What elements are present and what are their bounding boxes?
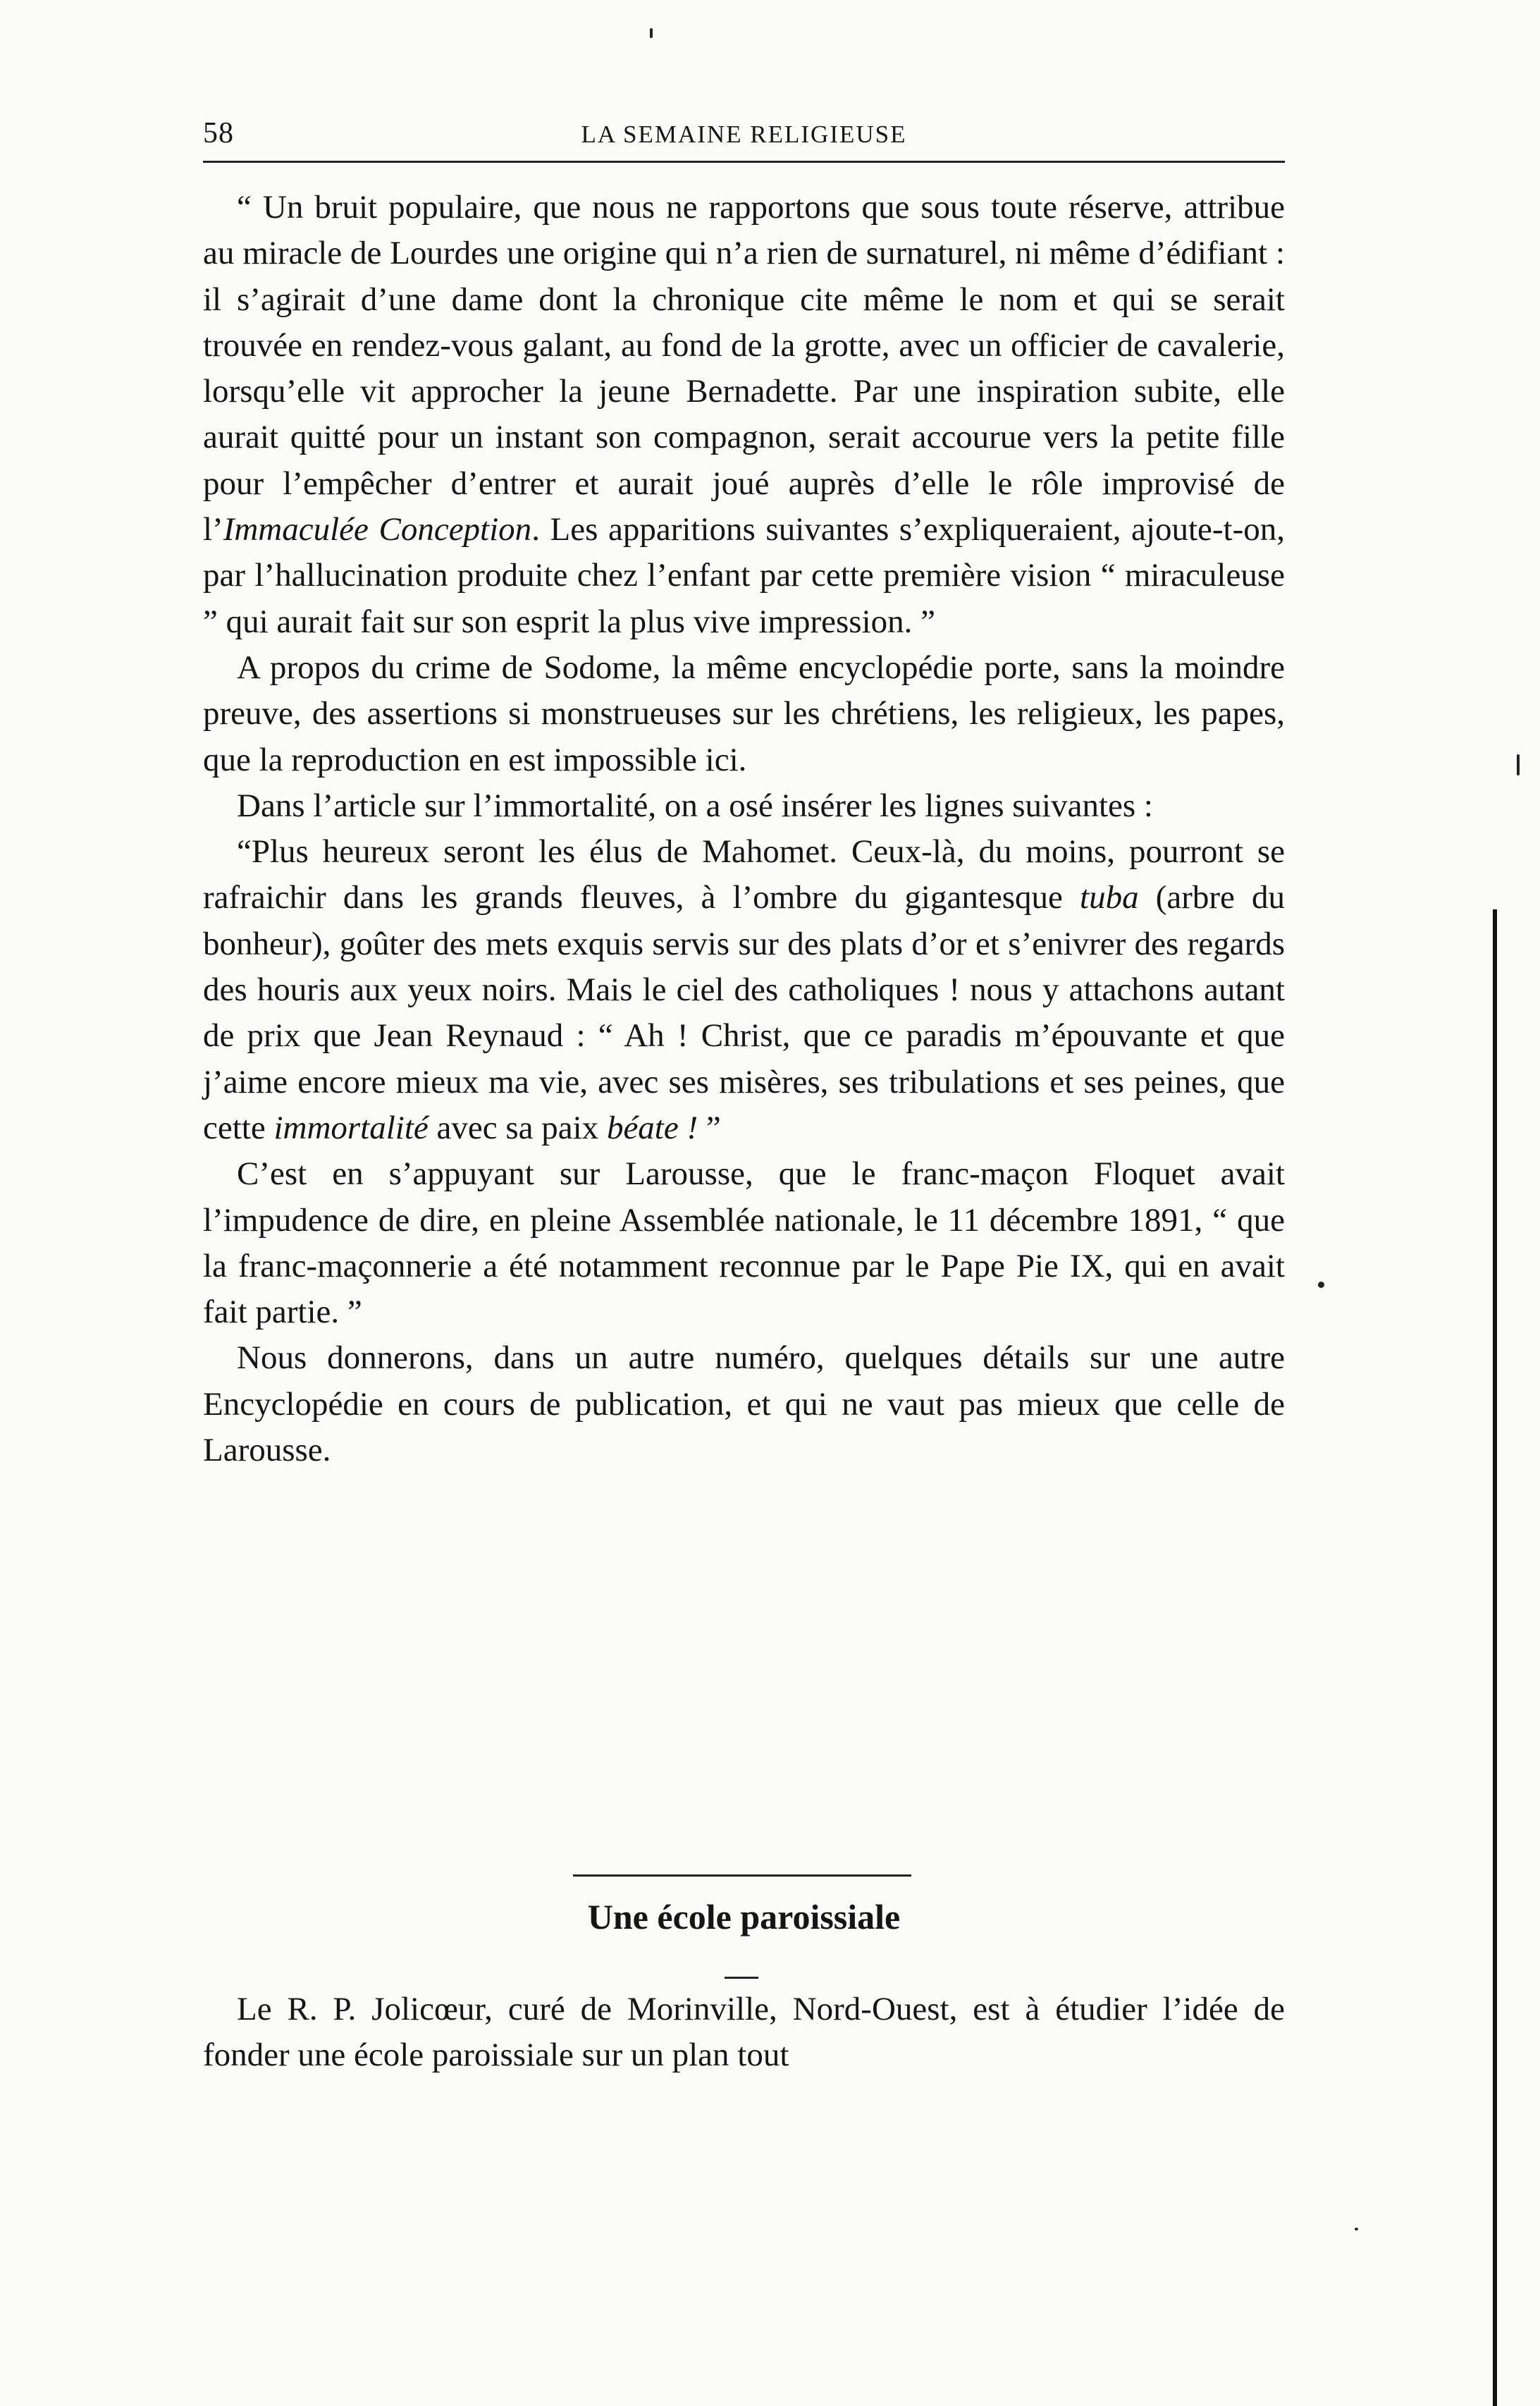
scan-speck — [1318, 1282, 1324, 1288]
paragraph-quote-lourdes — [203, 185, 1285, 645]
running-head — [203, 116, 1285, 152]
paragraph-mahomet-quote — [203, 829, 1285, 1151]
section-divider — [573, 1874, 911, 1877]
scan-margin-edge — [1493, 909, 1497, 2406]
text-run: (arbre du bonheur), goûter des mets exquis servis sur des plats d’or et s’enivrer des regards des houris aux yeux noirs. Mais le ciel des catholiques ! nous y attachons autant de prix que Jean Reynaud : “ Ah ! Christ, que ce paradis m’épouvante et que j’aime encore mieux ma vie, avec ses misères, ses tribulations et ses peines, que cette — [203, 879, 1285, 1146]
section-title: Une école paroissiale — [587, 1897, 901, 1937]
italic-word: tuba — [1080, 879, 1139, 916]
scan-speck — [1517, 754, 1520, 775]
paragraph-sodome: A propos du crime de Sodome, la même encyclopédie porte, sans la moindre preuve, des assertions si monstrueuses sur les chrétiens, les religieux, les papes, que la reproduction en est impossible ici. — [203, 649, 1285, 778]
text-run: “Plus heureux seront les élus de Mahomet. Ceux-là, du moins, pourront se rafraichir dans les grands fleuves, à l’ombre du gigantesque — [203, 833, 1285, 916]
article-body — [203, 185, 1285, 1473]
scan-speck — [1355, 2228, 1358, 2230]
text-run: avec sa paix — [428, 1109, 607, 1146]
paragraph-immortalite-intro: Dans l’article sur l’immortalité, on a osé insérer les lignes suivantes : — [237, 787, 1153, 824]
italic-word: immortalité — [273, 1109, 429, 1146]
running-title: LA SEMAINE RELIGIEUSE — [581, 121, 907, 148]
paragraph-ecole: Le R. P. Jolicœur, curé de Morinville, Nord-Ouest, est à étudier l’idée de fonder une école paroissiale sur un plan tout — [203, 1991, 1285, 2074]
section-body — [203, 1987, 1285, 2079]
text-run: “ Un bruit populaire, que nous ne rapportons que sous toute réserve, attribue au miracle de Lourdes une origine qui n’a rien de surnaturel, ni même d’édifiant : il s’agirait d’une dame dont la chronique cite même le nom et qui se serait trouvée en rendez-vous galant, au fond de la grotte, avec un officier de cavalerie, lorsqu’elle vit approcher la jeune Bernadette. Par une inspiration subite, elle aurait quitté pour un instant son compagnon, serait accourue vers la petite fille pour l’empêcher d’entrer et aurait joué auprès d’elle le rôle improvisé de l’ — [203, 189, 1285, 548]
scan-speck — [650, 28, 653, 38]
text-run: . Les apparitions suivantes s’expliqueraient, ajoute-t-on, par l’hallucination produite chez l’enfant par cette première vision “ miraculeuse ” qui aurait fait sur son esprit la plus vive impression. ” — [203, 511, 1285, 640]
document-page — [203, 0, 1285, 2406]
paragraph-encyclopedie: Nous donnerons, dans un autre numéro, quelques détails sur une autre Encyclopédie en cours de publication, et qui ne vaut pas mieux que celle de Larousse. — [203, 1339, 1285, 1469]
italic-phrase: Immaculée Conception — [223, 511, 532, 548]
italic-word: béate ! — [606, 1109, 698, 1146]
header-rule — [203, 161, 1285, 163]
page-number: 58 — [203, 117, 234, 149]
section-title-underline — [725, 1977, 758, 1979]
text-run: ” — [698, 1109, 721, 1146]
paragraph-floquet: C’est en s’appuyant sur Larousse, que le franc-maçon Floquet avait l’impudence de dire, en pleine Assemblée nationale, le 11 décembre 1891, “ que la franc-maçonnerie a été notamment reconnue par le Pape Pie IX, qui en avait fait partie. ” — [203, 1155, 1285, 1331]
